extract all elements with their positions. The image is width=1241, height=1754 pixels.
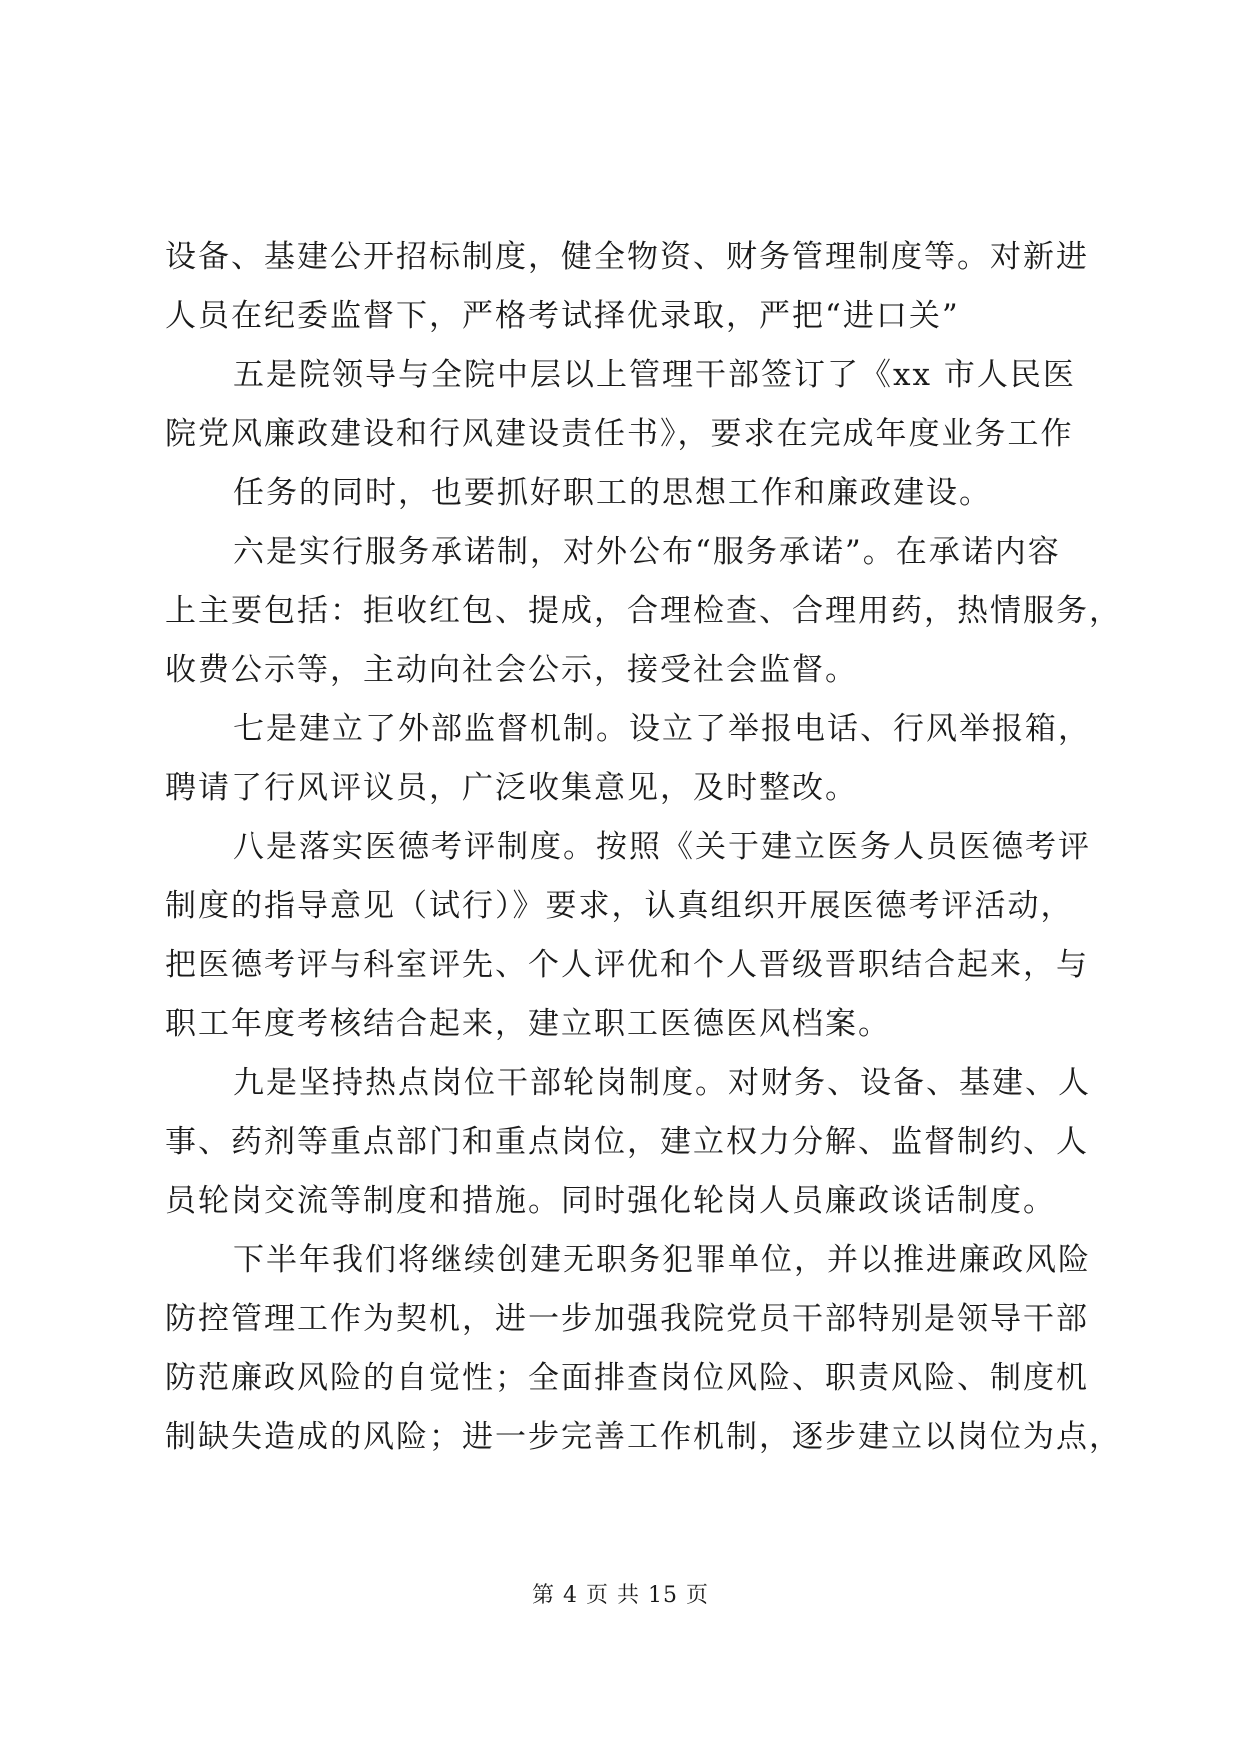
document-body [165, 228, 1122, 1467]
text-line: 院党风廉政建设和行风建设责任书》，要求在完成年度业务工作 [165, 416, 1074, 452]
text-line: 聘请了行风评议员，广泛收集意见，及时整改。 [165, 770, 858, 806]
page-footer: 第 4 页 共 15 页 [532, 1583, 709, 1608]
text-line: 九是坚持热点岗位干部轮岗制度。对财务、设备、基建、人 [233, 1065, 1091, 1101]
text-line: 设备、基建公开招标制度，健全物资、财务管理制度等。对新进 [165, 239, 1089, 275]
text-line: 防范廉政风险的自觉性；全面排查岗位风险、职责风险、制度机 [165, 1360, 1089, 1396]
text-line: 任务的同时，也要抓好职工的思想工作和廉政建设。 [233, 475, 992, 511]
text-line: 制缺失造成的风险；进一步完善工作机制，逐步建立以岗位为点， [165, 1419, 1122, 1455]
text-line: 事、药剂等重点部门和重点岗位，建立权力分解、监督制约、人 [165, 1124, 1089, 1160]
text-line: 员轮岗交流等制度和措施。同时强化轮岗人员廉政谈话制度。 [165, 1183, 1056, 1219]
text-line: 八是落实医德考评制度。按照《关于建立医务人员医德考评 [233, 829, 1091, 865]
paragraph [165, 1231, 1122, 1467]
text-line: 收费公示等，主动向社会公示，接受社会监督。 [165, 652, 858, 688]
text-line: 五是院领导与全院中层以上管理干部签订了《xx 市人民医 [233, 357, 1076, 393]
paragraph [165, 700, 1091, 818]
text-line: 把医德考评与科室评先、个人评优和个人晋级晋职结合起来，与 [165, 947, 1089, 983]
paragraph [165, 228, 1089, 346]
paragraph [165, 346, 1085, 464]
paragraph [165, 1054, 1091, 1231]
text-line: 制度的指导意见（试行）》要求，认真组织开展医德考评活动， [165, 888, 1074, 924]
text-line: 上主要包括：拒收红包、提成，合理检查、合理用药，热情服务， [165, 593, 1122, 629]
text-line: 防控管理工作为契机，进一步加强我院党员干部特别是领导干部 [165, 1301, 1089, 1337]
text-line: 七是建立了外部监督机制。设立了举报电话、行风举报箱， [233, 711, 1091, 747]
text-line: 职工年度考核结合起来，建立职工医德医风档案。 [165, 1006, 891, 1042]
paragraph [165, 818, 1091, 1054]
text-line: 人员在纪委监督下，严格考试择优录取，严把“进口关” [165, 298, 960, 334]
text-line: 下半年我们将继续创建无职务犯罪单位，并以推进廉政风险 [233, 1242, 1091, 1278]
text-line: 六是实行服务承诺制，对外公布“服务承诺”。在承诺内容 [233, 534, 1061, 570]
paragraph [165, 523, 1122, 700]
paragraph [165, 464, 1085, 523]
